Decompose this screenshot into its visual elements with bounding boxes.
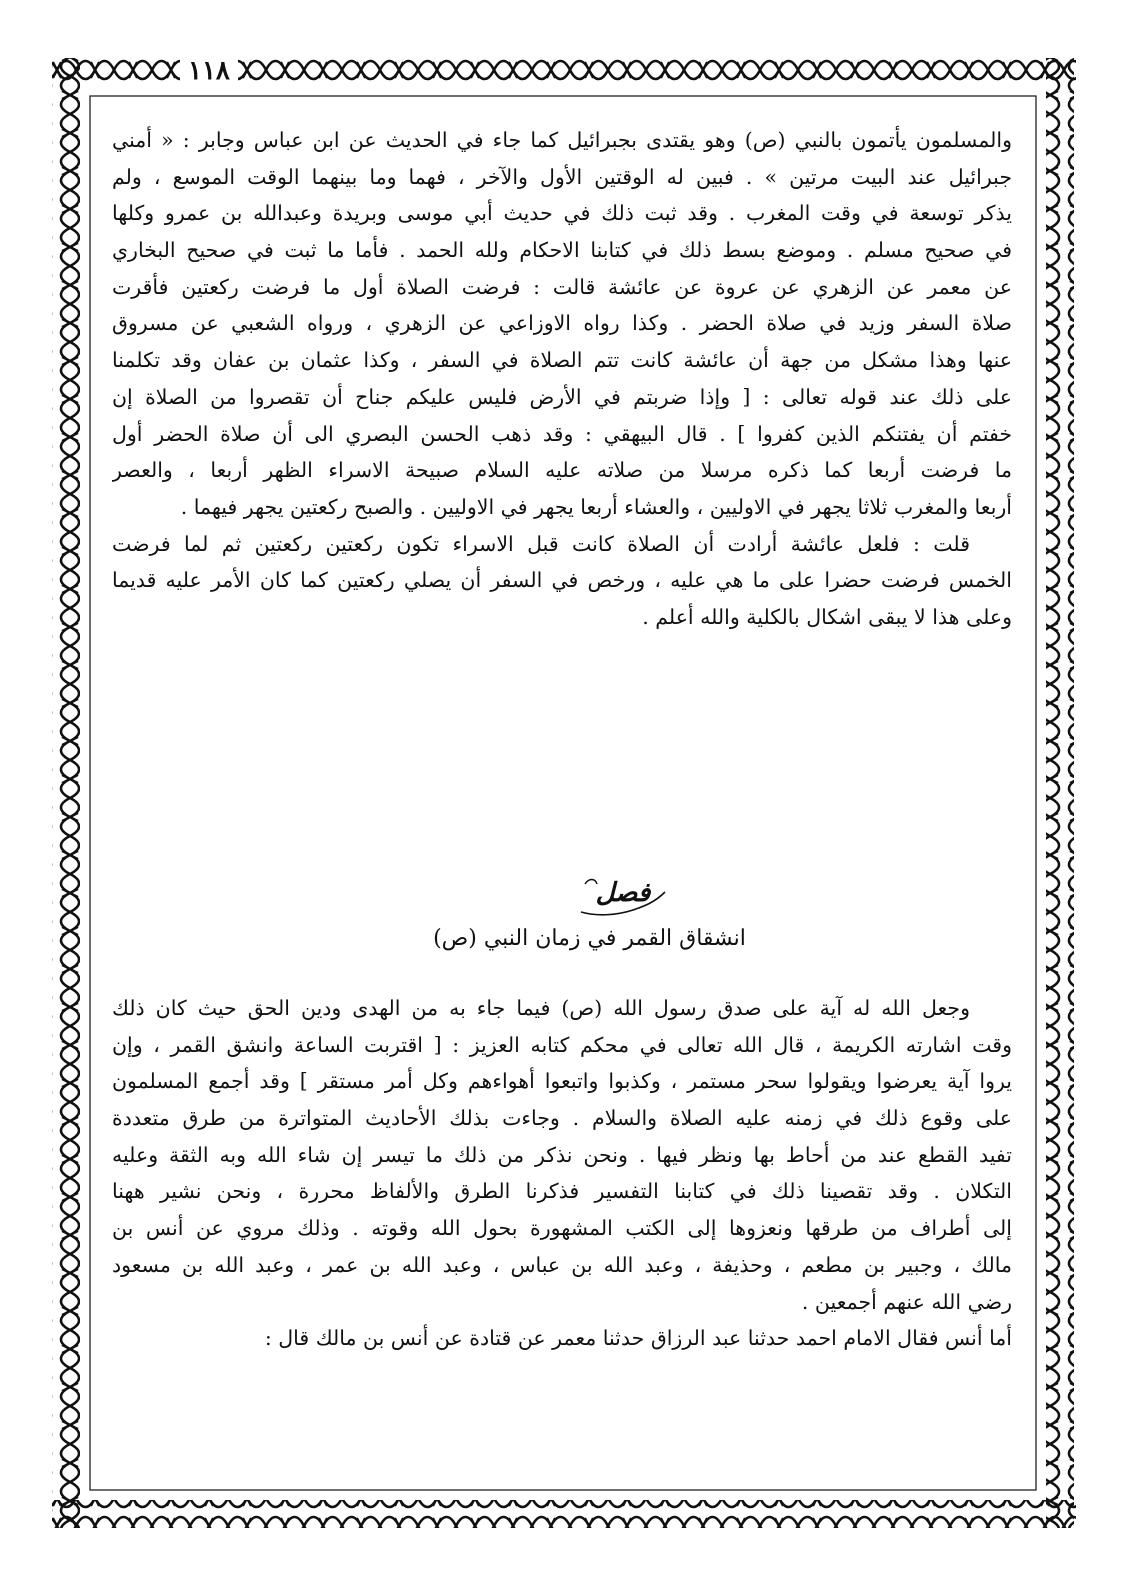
text-line: عن معمر عن الزهري عن عروة عن عائشة قالت : فرضت الصلاة أول ما فرضت ركعتين فأقرت bbox=[112, 274, 1012, 299]
fasl-calligraphy-icon bbox=[575, 872, 671, 924]
text-block-bottom bbox=[112, 990, 1012, 1357]
text-line: أما أنس فقال الامام احمد حدثنا عبد الرزاق حدثنا معمر عن قتادة عن أنس بن مالك قال : bbox=[264, 1326, 1012, 1351]
fasl-heading bbox=[0, 872, 1129, 924]
section-title-text: انشقاق القمر في زمان النبي (ص) bbox=[433, 926, 746, 951]
page-number: ١١٨ bbox=[180, 56, 238, 86]
text-line: خفتم أن يفتنكم الذين كفروا ] . قال البيهقي : وقد ذهب الحسن البصري الى أن صلاة الحضر أول bbox=[112, 421, 1012, 446]
paragraph-4 bbox=[112, 1320, 1012, 1357]
text-line: ما فرضت أربعا كما ذكره مرسلا من صلاته عليه السلام صبيحة الاسراء الظهر أربعا ، والعصر bbox=[112, 458, 1012, 483]
text-line: مالك ، وجبير بن مطعم ، وحذيفة ، وعبد الله بن عباس ، وعبد الله بن عمر ، وعبد الله بن مسعود bbox=[112, 1252, 1012, 1277]
text-line: وجعل الله له آية على صدق رسول الله (ص) فيما جاء به من الهدى ودين الحق حيث كان ذلك bbox=[112, 996, 970, 1020]
text-line: إلى أطراف من طرقها ونعزوها إلى الكتب المشهورة بحول الله وقوته . وذلك مروي عن أنس بن bbox=[112, 1216, 1012, 1241]
fasl-text: فصل bbox=[595, 878, 651, 908]
paragraph-1 bbox=[112, 122, 1012, 526]
text-line: تفيد القطع عند من أحاط بها ونظر فيها . ونحن نذكر من ذلك ما تيسر إن شاء الله وبه الثقة وعليه bbox=[112, 1142, 1012, 1167]
text-line: يذكر توسعة في وقت المغرب . وقد ثبت ذلك في حديث أبي موسى وبريدة وعبدالله بن عمرو وكلها bbox=[112, 201, 1012, 226]
text-line: وعلى هذا لا يبقى اشكال بالكلية والله أعلم . bbox=[642, 604, 1012, 629]
text-line: قلت : فلعل عائشة أرادت أن الصلاة كانت قبل الاسراء تكون ركعتين ركعتين ثم لما فرضت bbox=[112, 531, 970, 556]
text-line: والمسلمون يأتمون بالنبي (ص) وهو يقتدى بجبرائيل كما جاء في الحديث عن ابن عباس وجابر : « أمني bbox=[112, 128, 1012, 152]
text-line: أربعا والمغرب ثلاثا يجهر في الاوليين ، والعشاء أربعا يجهر في الاوليين . والصبح ركعتين يجهر فيهما . bbox=[180, 494, 1012, 519]
text-line: وقت اشارته الكريمة ، قال الله تعالى في محكم كتابه العزيز : [ اقتربت الساعة وانشق القمر ، وإن bbox=[112, 1032, 1012, 1057]
text-line: في صحيح مسلم . وموضع بسط ذلك في كتابنا الاحكام ولله الحمد . فأما ما ثبت في صحيح البخاري bbox=[112, 238, 1012, 263]
text-block-top bbox=[112, 122, 1012, 636]
paragraph-3 bbox=[112, 990, 1012, 1320]
section-title bbox=[0, 926, 1129, 951]
text-line: صلاة السفر وزيد في صلاة الحضر . وكذا رواه الاوزاعي عن الزهري ، ورواه الشعبي عن مسروق bbox=[112, 311, 1012, 336]
text-line: يروا آية يعرضوا ويقولوا سحر مستمر ، وكذبوا واتبعوا أهواءهم وكل أمر مستقر ] وقد أجمع المسلمون bbox=[112, 1069, 1012, 1094]
text-line: على وقوع ذلك في زمنه عليه الصلاة والسلام . وجاءت بذلك الأحاديث المتواترة من طرق متعددة bbox=[112, 1106, 1012, 1131]
text-line: التكلان . وقد تقصينا ذلك في كتابنا التفسير فذكرنا الطرق والألفاظ محررة ، ونحن نشير ههنا bbox=[112, 1179, 1012, 1204]
text-line: الخمس فرضت حضرا على ما هي عليه ، ورخص في السفر أن يصلي ركعتين كما كان الأمر عليه قديما bbox=[112, 568, 1012, 593]
text-line: رضي الله عنهم أجمعين . bbox=[801, 1289, 1012, 1314]
text-line: جبرائيل عند البيت مرتين » . فبين له الوقتين الأول والآخر ، فهما وما بينهما الوقت الموسع ، ولم bbox=[112, 164, 1012, 189]
text-line: على ذلك عند قوله تعالى : [ وإذا ضربتم في الأرض فليس عليكم جناح أن تقصروا من الصلاة إن bbox=[112, 384, 1012, 409]
paragraph-2 bbox=[112, 526, 1012, 636]
text-line: عنها وهذا مشكل من جهة أن عائشة كانت تتم الصلاة في السفر ، وكذا عثمان بن عفان وقد تكلمنا bbox=[112, 348, 1012, 373]
